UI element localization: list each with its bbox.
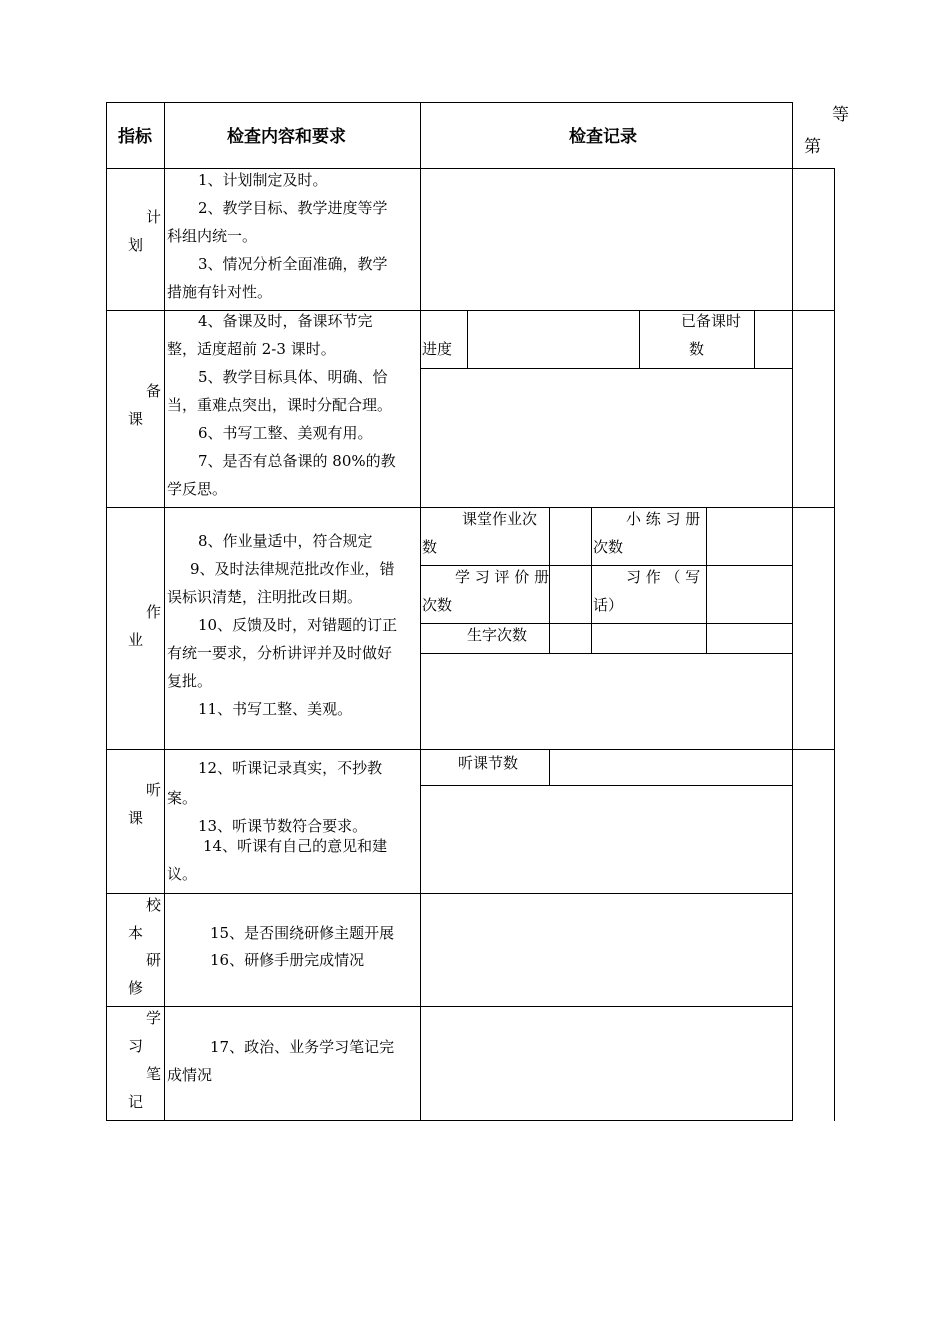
requirement-text: 有统一要求，分析讲评并及时做好: [167, 644, 393, 662]
requirement-text: 2、教学目标、教学进度等学: [198, 199, 388, 217]
requirement-text: 7、是否有总备课的 80%的教: [198, 452, 396, 470]
subcell-divider: [420, 368, 792, 369]
composition-label: 话）: [593, 596, 624, 614]
prepared-count-label: 数: [689, 340, 705, 358]
column-divider: [420, 102, 421, 1121]
subcell-divider: [591, 507, 592, 654]
row-divider: [106, 1006, 792, 1007]
prepared-count-label: 已备课时: [681, 312, 742, 330]
requirement-text: 议。: [167, 865, 198, 883]
subcell-divider: [639, 310, 640, 369]
subcell-divider: [549, 507, 550, 654]
requirement-text: 9、及时法律规范批改作业，错: [190, 560, 395, 578]
subcell-divider: [420, 785, 792, 786]
column-divider: [164, 102, 165, 1121]
subcell-divider: [754, 310, 755, 369]
row-label: 校: [146, 896, 162, 914]
requirement-text: 14、听课有自己的意见和建: [203, 837, 388, 855]
requirement-text: 8、作业量适中，符合规定: [198, 532, 373, 550]
header-grade-top: 等: [832, 105, 849, 125]
requirement-text: 学反思。: [167, 480, 228, 498]
row-label: 记: [128, 1093, 144, 1111]
workbook-label: 次数: [593, 538, 624, 556]
row-label: 课: [128, 410, 144, 428]
row-label: 笔: [146, 1065, 162, 1083]
class-homework-label: 数: [422, 538, 438, 556]
header-record: 检查记录: [569, 127, 637, 147]
row-label: 听: [146, 781, 162, 799]
requirement-text: 科组内统一。: [167, 227, 258, 245]
requirement-text: 13、听课节数符合要求。: [198, 817, 368, 835]
lesson-count-label: 听课节数: [458, 754, 519, 772]
row-label: 学: [146, 1009, 162, 1027]
requirement-text: 5、教学目标具体、明确、恰: [198, 368, 388, 386]
requirement-text: 15、是否围绕研修主题开展: [210, 924, 395, 942]
header-indicator: 指标: [118, 127, 152, 147]
row-label: 修: [128, 979, 144, 997]
requirement-text: 11、书写工整、美观。: [198, 700, 353, 718]
header-grade-bottom: 第: [804, 137, 821, 157]
row-label: 业: [128, 631, 144, 649]
table-border-top: [106, 102, 792, 103]
requirement-text: 整，适度超前 2-3 课时。: [167, 340, 336, 358]
row-label: 课: [128, 809, 144, 827]
row-label: 习: [128, 1037, 144, 1055]
row-label: 备: [146, 382, 162, 400]
requirement-text: 3、情况分析全面准确，教学: [198, 255, 388, 273]
new-words-label: 生字次数: [467, 626, 528, 644]
requirement-text: 6、书写工整、美观有用。: [198, 424, 373, 442]
subcell-divider: [706, 507, 707, 654]
row-label: 划: [128, 236, 144, 254]
requirement-text: 成情况: [167, 1066, 213, 1084]
class-homework-label: 课堂作业次: [462, 510, 538, 528]
requirement-text: 12、听课记录真实，不抄教: [198, 759, 383, 777]
requirement-text: 16、研修手册完成情况: [210, 951, 365, 969]
requirement-text: 复批。: [167, 672, 213, 690]
composition-label: 习 作 （ 写: [626, 568, 701, 586]
row-label: 本: [128, 924, 144, 942]
row-label: 研: [146, 951, 162, 969]
subcell-divider: [467, 310, 468, 369]
evaluation-book-label: 次数: [422, 596, 453, 614]
table-border-bottom: [106, 1120, 792, 1121]
row-label: 作: [146, 603, 162, 621]
progress-label: 进度: [422, 340, 453, 358]
column-divider: [792, 102, 793, 1121]
requirement-text: 案。: [167, 789, 198, 807]
requirement-text: 措施有针对性。: [167, 283, 273, 301]
requirement-text: 10、反馈及时，对错题的订正: [198, 616, 398, 634]
evaluation-book-label: 学 习 评 价 册: [455, 568, 550, 586]
row-divider: [106, 893, 792, 894]
subcell-divider: [420, 653, 792, 654]
row-label: 计: [146, 208, 162, 226]
table-border-right: [834, 168, 835, 1121]
requirement-text: 当，重难点突出，课时分配合理。: [167, 396, 393, 414]
requirement-text: 17、政治、业务学习笔记完: [210, 1038, 395, 1056]
header-content: 检查内容和要求: [227, 127, 346, 147]
requirement-text: 1、计划制定及时。: [198, 171, 328, 189]
workbook-label: 小 练 习 册: [626, 510, 701, 528]
requirement-text: 4、备课及时，备课环节完: [198, 312, 373, 330]
subcell-divider: [549, 749, 550, 786]
requirement-text: 误标识清楚，注明批改日期。: [167, 588, 363, 606]
table-border-left: [106, 102, 107, 1121]
